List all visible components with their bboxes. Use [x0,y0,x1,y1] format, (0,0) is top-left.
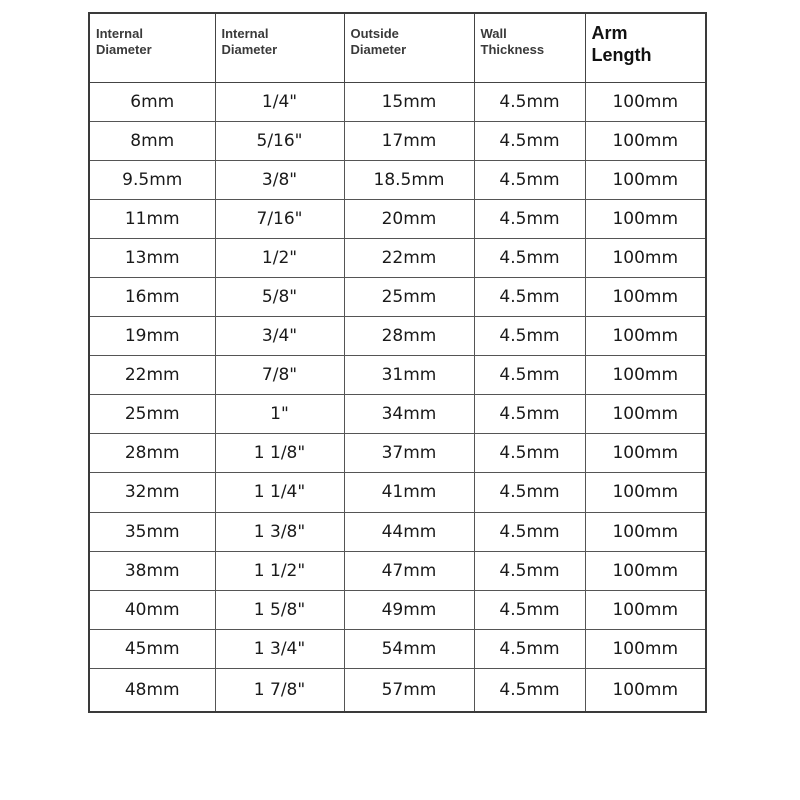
header-arm-length: Arm Length [585,13,706,83]
table-row [89,200,706,239]
cell-wall-thickness: 4.5mm [474,590,585,629]
cell-outside-diameter: 47mm [344,551,474,590]
header-row [89,13,706,83]
cell-arm-length: 100mm [585,668,706,712]
cell-internal-diameter-inch: 7/16" [215,200,344,239]
cell-internal-diameter-mm: 22mm [89,356,215,395]
cell-outside-diameter: 25mm [344,278,474,317]
cell-internal-diameter-mm: 11mm [89,200,215,239]
cell-outside-diameter: 49mm [344,590,474,629]
cell-internal-diameter-inch: 1 7/8" [215,668,344,712]
cell-internal-diameter-inch: 1 5/8" [215,590,344,629]
cell-internal-diameter-inch: 5/8" [215,278,344,317]
header-internal-diameter-mm: Internal Diameter [89,13,215,83]
cell-arm-length: 100mm [585,590,706,629]
cell-wall-thickness: 4.5mm [474,629,585,668]
cell-wall-thickness: 4.5mm [474,551,585,590]
cell-internal-diameter-mm: 45mm [89,629,215,668]
cell-outside-diameter: 17mm [344,122,474,161]
cell-internal-diameter-mm: 28mm [89,434,215,473]
cell-internal-diameter-mm: 38mm [89,551,215,590]
cell-arm-length: 100mm [585,161,706,200]
cell-wall-thickness: 4.5mm [474,200,585,239]
table-header [89,13,706,83]
cell-arm-length: 100mm [585,512,706,551]
cell-internal-diameter-mm: 9.5mm [89,161,215,200]
table-body [89,83,706,713]
table-row [89,161,706,200]
table-row [89,629,706,668]
table-row [89,356,706,395]
cell-arm-length: 100mm [585,122,706,161]
cell-arm-length: 100mm [585,551,706,590]
table-row [89,434,706,473]
cell-arm-length: 100mm [585,239,706,278]
cell-internal-diameter-inch: 3/8" [215,161,344,200]
cell-wall-thickness: 4.5mm [474,395,585,434]
cell-internal-diameter-mm: 25mm [89,395,215,434]
table-row [89,512,706,551]
header-outside-diameter: Outside Diameter [344,13,474,83]
cell-outside-diameter: 41mm [344,473,474,512]
cell-internal-diameter-mm: 19mm [89,317,215,356]
table-row [89,473,706,512]
size-spec-table [88,12,707,713]
cell-wall-thickness: 4.5mm [474,434,585,473]
cell-wall-thickness: 4.5mm [474,668,585,712]
cell-arm-length: 100mm [585,473,706,512]
cell-wall-thickness: 4.5mm [474,239,585,278]
cell-internal-diameter-mm: 48mm [89,668,215,712]
table-row [89,590,706,629]
cell-internal-diameter-inch: 1 1/2" [215,551,344,590]
cell-internal-diameter-inch: 5/16" [215,122,344,161]
cell-arm-length: 100mm [585,434,706,473]
cell-outside-diameter: 15mm [344,83,474,122]
cell-internal-diameter-inch: 1" [215,395,344,434]
table-row [89,668,706,712]
cell-outside-diameter: 28mm [344,317,474,356]
cell-wall-thickness: 4.5mm [474,122,585,161]
cell-internal-diameter-inch: 1 3/4" [215,629,344,668]
cell-internal-diameter-mm: 16mm [89,278,215,317]
cell-arm-length: 100mm [585,83,706,122]
cell-outside-diameter: 44mm [344,512,474,551]
cell-internal-diameter-inch: 1 3/8" [215,512,344,551]
cell-wall-thickness: 4.5mm [474,473,585,512]
table-row [89,395,706,434]
table-row [89,239,706,278]
cell-arm-length: 100mm [585,317,706,356]
cell-outside-diameter: 31mm [344,356,474,395]
cell-wall-thickness: 4.5mm [474,317,585,356]
cell-internal-diameter-inch: 1/2" [215,239,344,278]
cell-wall-thickness: 4.5mm [474,356,585,395]
cell-internal-diameter-mm: 6mm [89,83,215,122]
table-row [89,122,706,161]
cell-arm-length: 100mm [585,278,706,317]
header-internal-diameter-inch: Internal Diameter [215,13,344,83]
cell-arm-length: 100mm [585,629,706,668]
cell-arm-length: 100mm [585,356,706,395]
cell-internal-diameter-mm: 40mm [89,590,215,629]
cell-arm-length: 100mm [585,395,706,434]
cell-outside-diameter: 34mm [344,395,474,434]
cell-internal-diameter-inch: 3/4" [215,317,344,356]
cell-wall-thickness: 4.5mm [474,161,585,200]
cell-outside-diameter: 54mm [344,629,474,668]
cell-internal-diameter-inch: 1/4" [215,83,344,122]
cell-internal-diameter-inch: 7/8" [215,356,344,395]
cell-internal-diameter-mm: 8mm [89,122,215,161]
cell-outside-diameter: 57mm [344,668,474,712]
cell-wall-thickness: 4.5mm [474,512,585,551]
cell-internal-diameter-inch: 1 1/4" [215,473,344,512]
table-row [89,551,706,590]
cell-internal-diameter-mm: 35mm [89,512,215,551]
cell-wall-thickness: 4.5mm [474,83,585,122]
cell-internal-diameter-mm: 13mm [89,239,215,278]
cell-internal-diameter-mm: 32mm [89,473,215,512]
cell-wall-thickness: 4.5mm [474,278,585,317]
cell-outside-diameter: 18.5mm [344,161,474,200]
table-row [89,83,706,122]
header-wall-thickness: Wall Thickness [474,13,585,83]
cell-outside-diameter: 37mm [344,434,474,473]
cell-internal-diameter-inch: 1 1/8" [215,434,344,473]
table-row [89,278,706,317]
cell-outside-diameter: 22mm [344,239,474,278]
table-row [89,317,706,356]
cell-arm-length: 100mm [585,200,706,239]
cell-outside-diameter: 20mm [344,200,474,239]
